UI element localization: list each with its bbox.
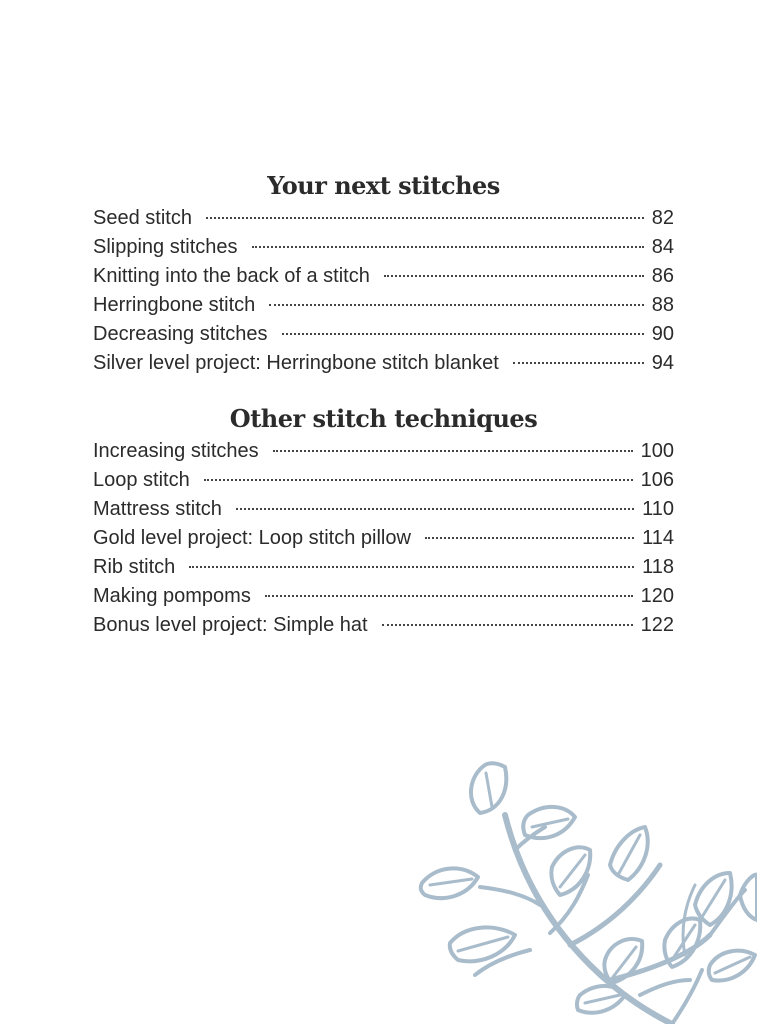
toc-entry-label: Herringbone stitch [93, 294, 256, 316]
toc-entry [93, 466, 674, 495]
toc-entry-page: 122 [640, 614, 674, 636]
toc-entry-page: 118 [642, 556, 674, 578]
toc-entry-label: Mattress stitch [93, 498, 222, 520]
toc-entry-page: 88 [651, 294, 674, 316]
toc-entry-label: Decreasing stitches [93, 323, 268, 345]
section-title-your-next-stitches: Your next stitches [267, 171, 500, 200]
toc-entry-label: Increasing stitches [93, 440, 259, 462]
toc-entry [93, 553, 674, 582]
toc-entry-page: 106 [640, 469, 674, 491]
toc-entry-label: Loop stitch [93, 469, 190, 491]
dot-leader [206, 217, 644, 219]
dot-leader [204, 479, 633, 481]
dot-leader [382, 624, 633, 626]
toc-entry-page: 110 [642, 498, 674, 520]
dot-leader [273, 450, 633, 452]
toc-entry-label: Gold level project: Loop stitch pillow [93, 527, 411, 549]
toc-entry [93, 233, 674, 262]
toc-entry [93, 437, 674, 466]
toc-entry-page: 82 [651, 207, 674, 229]
toc-entry-label: Silver level project: Herringbone stitch blanket [93, 352, 499, 374]
toc-entry-page: 120 [640, 585, 674, 607]
section-title-other-stitch-techniques: Other stitch techniques [229, 404, 538, 433]
toc-entry-page: 84 [651, 236, 674, 258]
toc-entry-page: 86 [651, 265, 674, 287]
dot-leader [269, 304, 643, 306]
toc-entry [93, 611, 674, 640]
toc-entry [93, 320, 674, 349]
toc-entry [93, 291, 674, 320]
toc-list-your-next-stitches [93, 204, 674, 378]
dot-leader [189, 566, 634, 568]
toc-entry-page: 94 [651, 352, 674, 374]
dot-leader [282, 333, 644, 335]
dot-leader [425, 537, 634, 539]
toc-entry-page: 90 [651, 323, 674, 345]
toc-entry-label: Seed stitch [93, 207, 192, 229]
toc-entry-page: 100 [640, 440, 674, 462]
table-of-contents [93, 168, 674, 640]
dot-leader [384, 275, 644, 277]
toc-entry-label: Slipping stitches [93, 236, 238, 258]
toc-entry [93, 495, 674, 524]
dot-leader [265, 595, 633, 597]
dot-leader [236, 508, 634, 510]
toc-entry-label: Making pompoms [93, 585, 251, 607]
toc-entry [93, 204, 674, 233]
toc-entry [93, 349, 674, 378]
toc-entry-label: Bonus level project: Simple hat [93, 614, 368, 636]
leaf-branch-illustration-icon [410, 755, 757, 1024]
dot-leader [252, 246, 644, 248]
dot-leader [513, 362, 644, 364]
toc-list-other-stitch-techniques [93, 437, 674, 640]
toc-entry-label: Rib stitch [93, 556, 176, 578]
toc-entry [93, 524, 674, 553]
toc-entry [93, 262, 674, 291]
toc-entry-label: Knitting into the back of a stitch [93, 265, 370, 287]
toc-entry [93, 582, 674, 611]
toc-entry-page: 114 [642, 527, 674, 549]
